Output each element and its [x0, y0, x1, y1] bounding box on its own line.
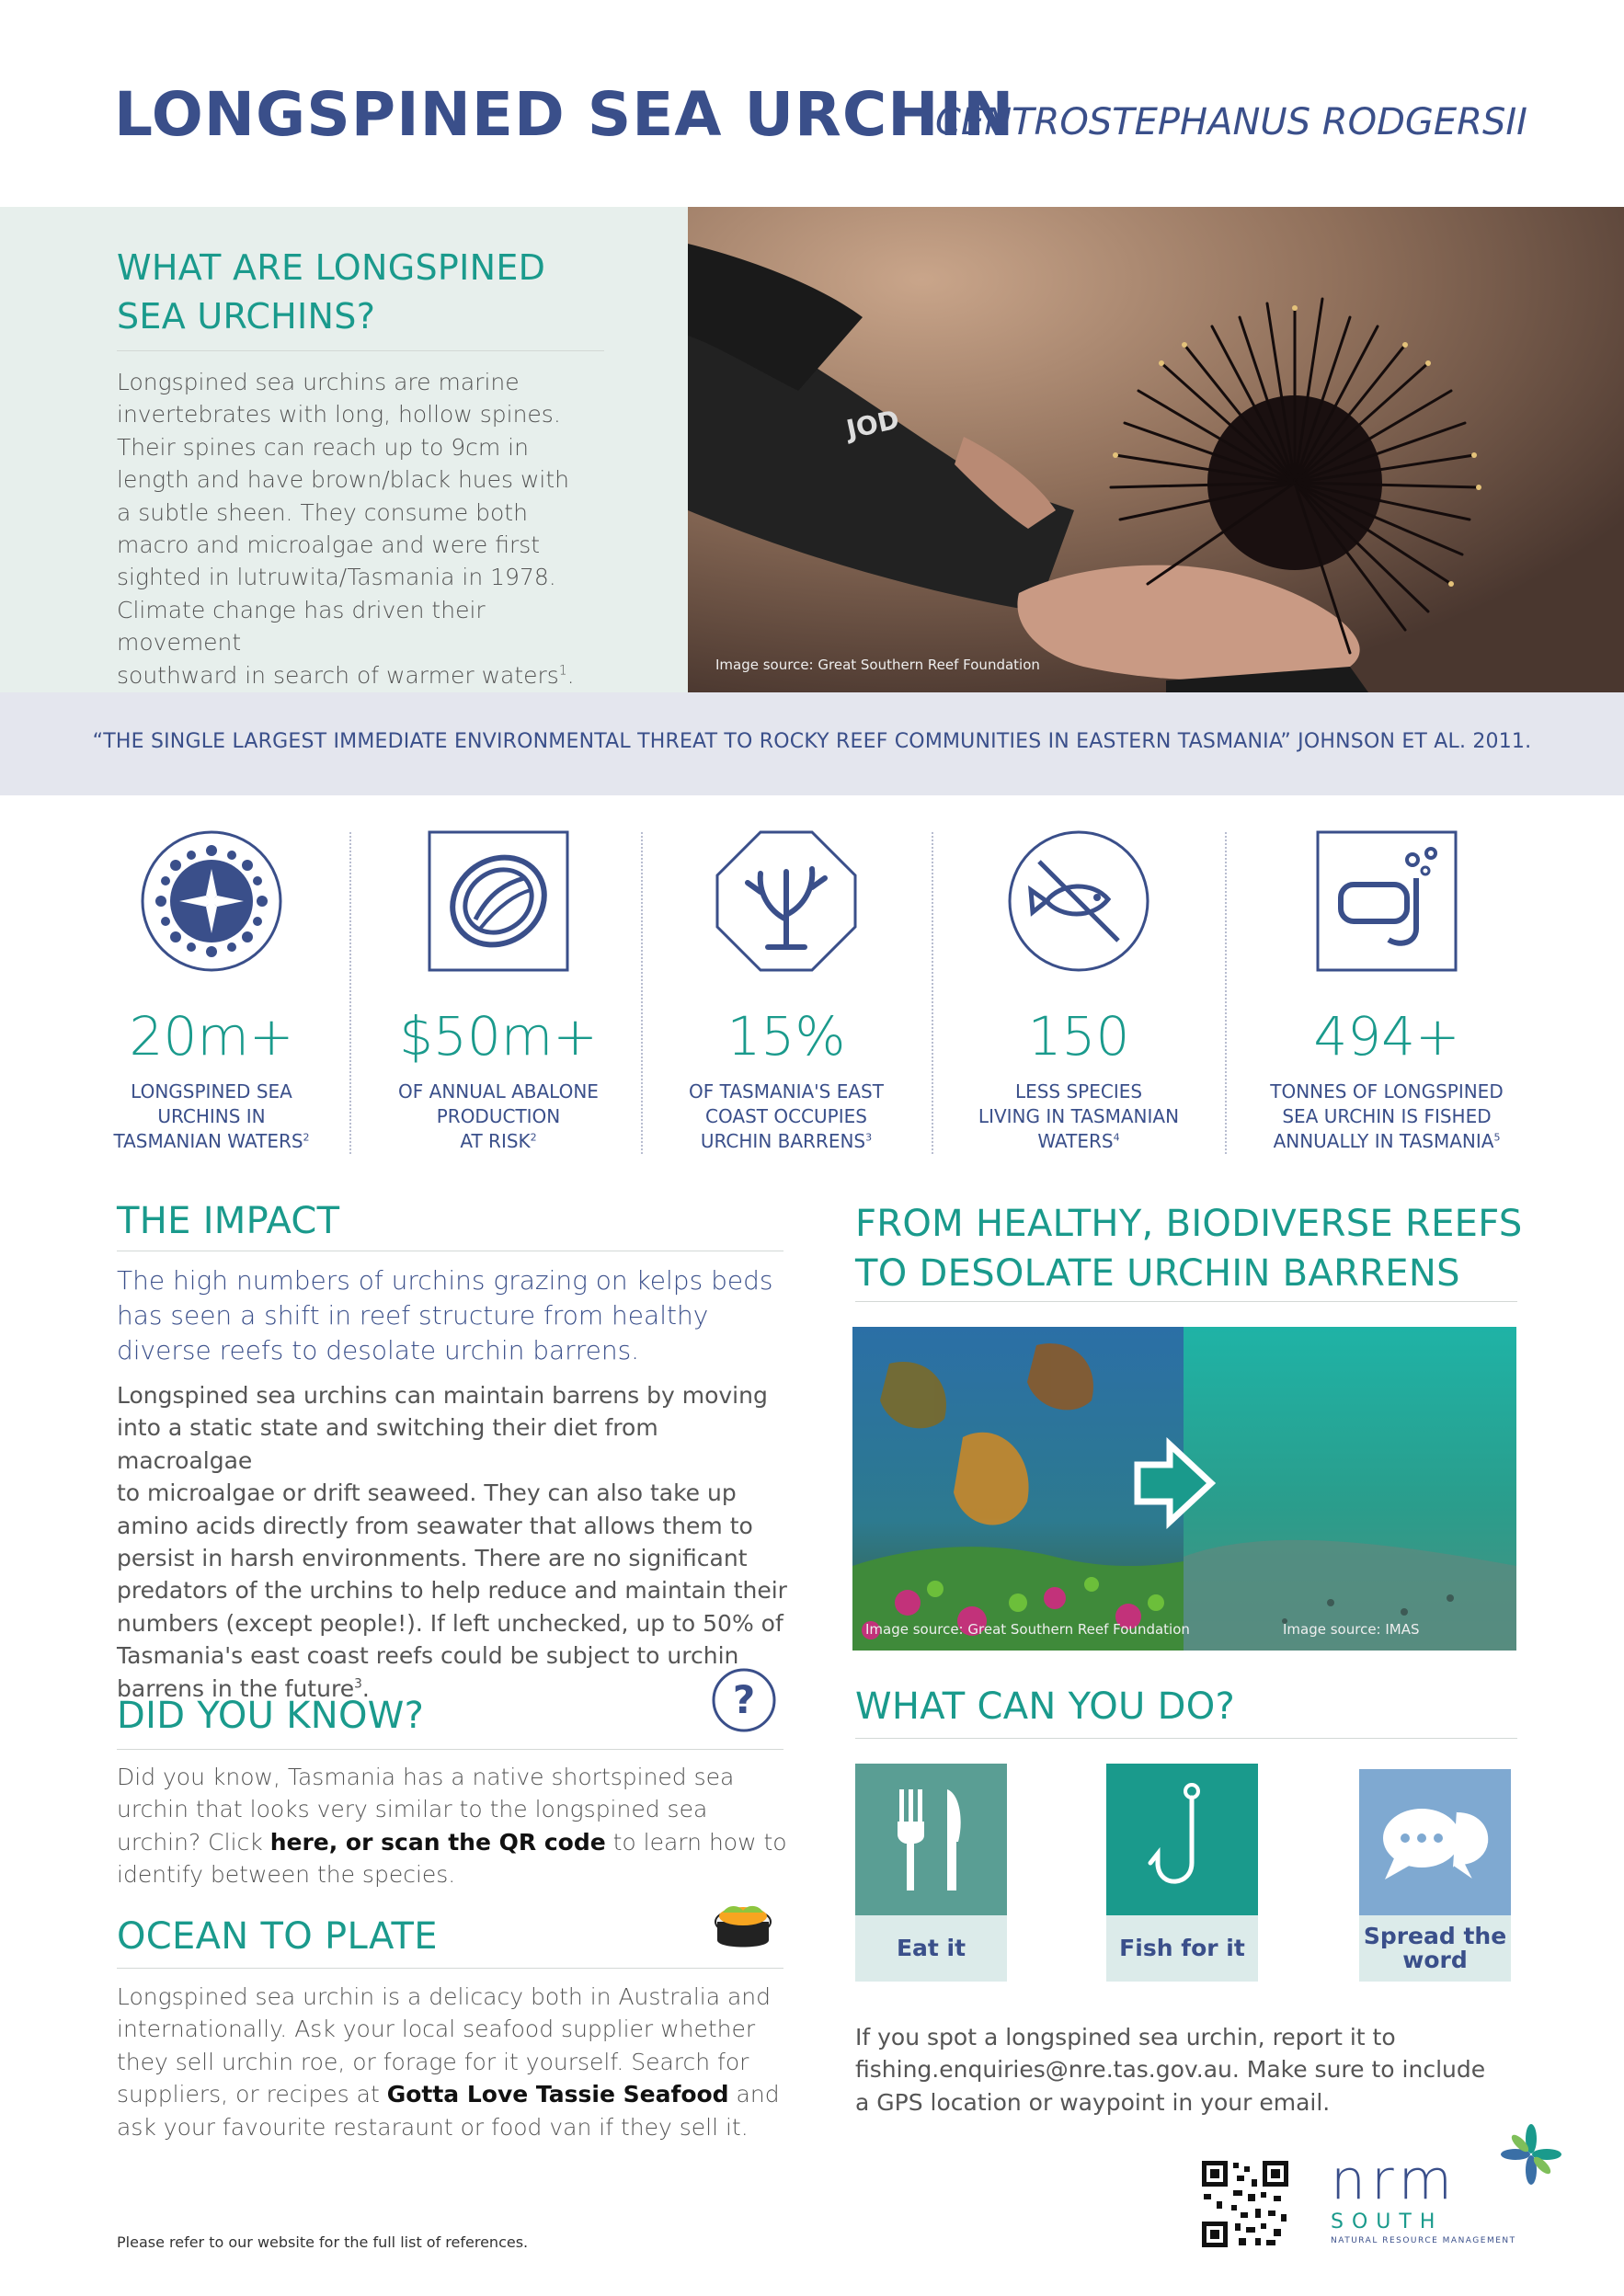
stat-label: OF ANNUAL ABALONE PRODUCTION AT RISK$^2$ — [398, 1080, 599, 1152]
what-heading: WHAT ARE LONGSPINED SEA URCHINS? — [117, 247, 546, 337]
action-label: Fish for it — [1106, 1915, 1258, 1982]
stat-label: OF TASMANIA'S EAST COAST OCCUPIES URCHIN BARRENS$^3$ — [689, 1080, 884, 1152]
urchin-photo-illustration — [688, 207, 1624, 692]
stat-species — [932, 828, 1226, 1154]
quote-text: “THE SINGLE LARGEST IMMEDIATE ENVIRONMENTAL THREAT TO ROCKY REEF COMMUNITIES IN EASTERN TASMANIA” JOHNSON ET AL. 2011. — [92, 730, 1532, 753]
reef-caption-left: Image source: Great Southern Reef Foundation — [865, 1621, 1190, 1638]
did-you-know-text: Did you know, Tasmania has a native shortspined sea urchin that looks very similar to the longspined sea urchin? Click here, or scan the QR code to learn how to identify between the species. — [117, 1764, 787, 1889]
stat-value: 150 — [1027, 1005, 1130, 1068]
stat-label: LESS SPECIES LIVING IN TASMANIAN WATERS$^4$ — [978, 1080, 1180, 1152]
divider — [117, 1749, 783, 1750]
snorkel-icon — [1313, 828, 1460, 975]
logo-sub: SOUTH — [1331, 2210, 1444, 2233]
reef-comparison-illustration — [852, 1327, 1516, 1651]
did-you-know-heading: DID YOU KNOW? — [117, 1695, 425, 1737]
stat-label: TONNES OF LONGSPINED SEA URCHIN IS FISHED ANNUALLY IN TASMANIA$^5$ — [1270, 1080, 1504, 1152]
nrm-south-logo — [1329, 2150, 1563, 2251]
seafood-link[interactable]: Gotta Love Tassie Seafood — [386, 2081, 729, 2108]
action-eat[interactable] — [855, 1764, 1007, 1982]
qr-link[interactable]: here, or scan the QR code — [269, 1828, 606, 1856]
fork-knife-icon — [890, 1785, 973, 1895]
action-tile — [1359, 1769, 1511, 1915]
action-tile — [1106, 1764, 1258, 1915]
action-fish[interactable] — [1106, 1764, 1258, 1982]
stat-value: 15% — [726, 1005, 846, 1068]
urchin-hand-photo — [688, 207, 1624, 692]
page-title: LONGSPINED SEA URCHIN — [114, 79, 1015, 150]
chat-bubbles-icon — [1376, 1792, 1495, 1893]
divider — [117, 350, 604, 351]
stat-value: 20m+ — [129, 1005, 294, 1068]
stat-barrens — [639, 828, 933, 1154]
no-fish-icon — [1005, 828, 1152, 975]
fish-hook-icon — [1141, 1780, 1224, 1900]
reef-comparison-image — [852, 1327, 1516, 1651]
divider — [117, 1968, 783, 1969]
ocean-to-plate-heading: OCEAN TO PLATE — [117, 1915, 438, 1958]
action-tile — [855, 1764, 1007, 1915]
sushi-icon — [706, 1896, 780, 1956]
stat-value: $50m+ — [399, 1005, 598, 1068]
action-label: Spread the word — [1359, 1915, 1511, 1982]
logo-tagline: NATURAL RESOURCE MANAGEMENT — [1331, 2236, 1516, 2245]
what-can-you-do-heading: WHAT CAN YOU DO? — [855, 1685, 1236, 1728]
photo-caption: Image source: Great Southern Reef Foundation — [715, 657, 1040, 673]
svg-text:?: ? — [732, 1677, 756, 1722]
urchin-icon — [138, 828, 285, 975]
logo-text: nrm — [1331, 2148, 1458, 2212]
stat-label: LONGSPINED SEA URCHINS IN TASMANIAN WATERS$^2$ — [113, 1080, 310, 1152]
reefs-heading: FROM HEALTHY, BIODIVERSE REEFS TO DESOLATE URCHIN BARRENS — [855, 1203, 1523, 1295]
qr-code-icon[interactable] — [1200, 2159, 1290, 2249]
question-icon — [710, 1666, 778, 1734]
report-text: If you spot a longspined sea urchin, report it to fishing.enquiries@nre.tas.gov.au. Make sure to include a GPS location or waypoint in your email. — [855, 2024, 1486, 2116]
star-leaf-icon — [1499, 2122, 1563, 2187]
coral-icon — [713, 828, 860, 975]
divider — [855, 1738, 1517, 1739]
action-label: Eat it — [855, 1915, 1007, 1982]
svg-text:JOD: JOD — [843, 404, 902, 445]
impact-lead: The high numbers of urchins grazing on kelps beds has seen a shift in reef structure from healthy diverse reefs to desolate urchin barrens. — [117, 1265, 773, 1365]
stat-tonnes — [1240, 828, 1534, 1154]
ocean-to-plate-text: Longspined sea urchin is a delicacy both in Australia and internationally. Ask your local seafood supplier whether they sell urchin roe, or forage for it yourself. Search for suppliers, or recipes at Gotta Love Tassie Seafood and ask your favourite restaraunt or food van if they sell it. — [117, 1983, 780, 2141]
action-spread-word[interactable] — [1359, 1769, 1511, 1982]
impact-body: Longspined sea urchins can maintain barrens by moving into a static state and switching their diet from macroalgae to microalgae or drift seaweed. They can also take up amino acids directly from seawater that allows them to persist in harsh environments. There are no significant predators of the urchins to help reduce and maintain their numbers (except people!). If left unchecked, up to 50% of Tasmania's east coast reefs could be subject to urchin barrens in the future$^3$. — [117, 1382, 787, 1702]
scientific-name: CENTROSTEPHANUS RODGERSII — [935, 101, 1527, 143]
what-body: Longspined sea urchins are marine invertebrates with long, hollow spines. Their spines can reach up to 9cm in length and have brown/black hues with a subtle sheen. They consume both macro and microalgae and were first sighted in lutruwita/Tasmania in 1978. Climate change has driven their movement southward in search of warmer waters$^1$. — [117, 369, 575, 689]
abalone-icon — [425, 828, 572, 975]
stat-abalone — [351, 828, 646, 1154]
stat-value: 494+ — [1313, 1005, 1460, 1068]
divider — [855, 1301, 1517, 1302]
impact-heading: THE IMPACT — [117, 1200, 340, 1242]
references-note: Please refer to our website for the full list of references. — [117, 2233, 529, 2251]
stat-urchins — [64, 828, 359, 1154]
reef-caption-right: Image source: IMAS — [1283, 1621, 1420, 1638]
